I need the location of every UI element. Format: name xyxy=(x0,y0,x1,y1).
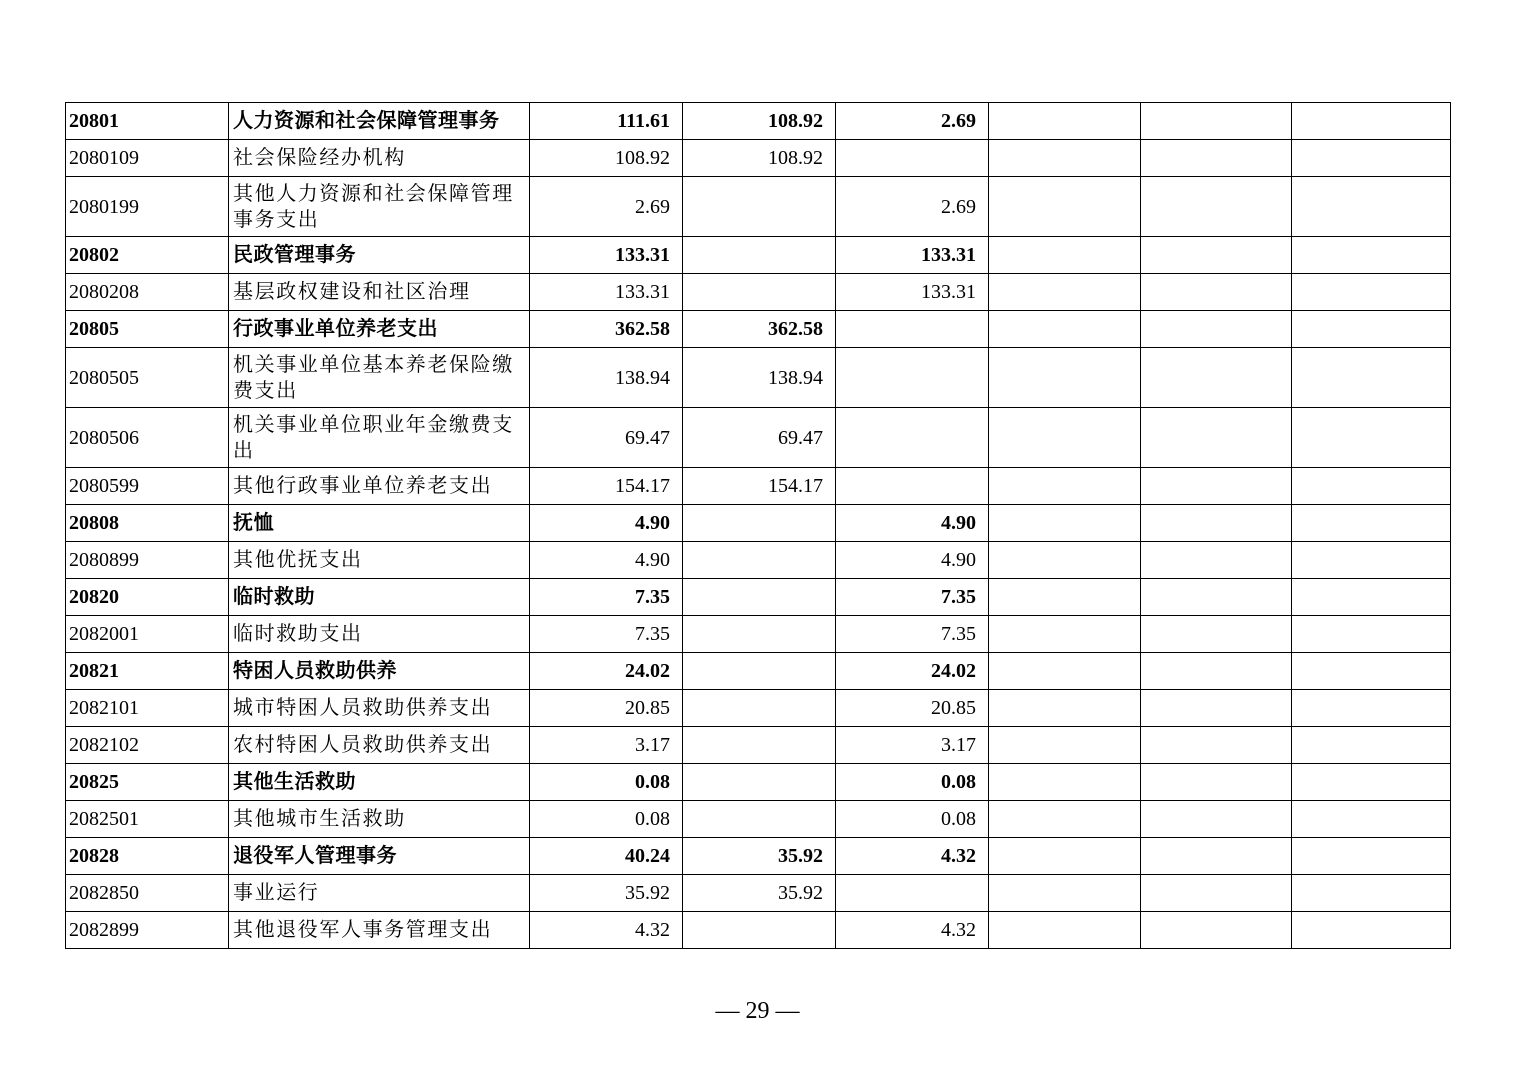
total-cell: 7.35 xyxy=(530,579,683,616)
item-name-cell: 其他退役军人事务管理支出 xyxy=(229,912,530,949)
item-name-cell: 其他优抚支出 xyxy=(229,542,530,579)
project-expenditure-cell xyxy=(836,311,989,348)
basic-expenditure-cell: 154.17 xyxy=(683,468,836,505)
basic-expenditure-cell xyxy=(683,505,836,542)
total-cell: 35.92 xyxy=(530,875,683,912)
column-6-cell xyxy=(989,838,1141,875)
column-6-cell xyxy=(989,764,1141,801)
column-8-cell xyxy=(1292,311,1451,348)
item-name-cell: 特困人员救助供养 xyxy=(229,653,530,690)
basic-expenditure-cell: 69.47 xyxy=(683,408,836,468)
column-6-cell xyxy=(989,311,1141,348)
column-8-cell xyxy=(1292,408,1451,468)
column-6-cell xyxy=(989,274,1141,311)
total-cell: 4.32 xyxy=(530,912,683,949)
column-8-cell xyxy=(1292,237,1451,274)
total-cell: 154.17 xyxy=(530,468,683,505)
item-name-cell: 退役军人管理事务 xyxy=(229,838,530,875)
column-7-cell xyxy=(1141,311,1292,348)
item-name-cell: 事业运行 xyxy=(229,875,530,912)
column-8-cell xyxy=(1292,727,1451,764)
category-row xyxy=(66,103,1451,140)
column-6-cell xyxy=(989,348,1141,408)
total-cell: 138.94 xyxy=(530,348,683,408)
project-expenditure-cell: 3.17 xyxy=(836,727,989,764)
column-7-cell xyxy=(1141,653,1292,690)
column-6-cell xyxy=(989,103,1141,140)
basic-expenditure-cell: 138.94 xyxy=(683,348,836,408)
column-7-cell xyxy=(1141,140,1292,177)
column-6-cell xyxy=(989,542,1141,579)
column-6-cell xyxy=(989,177,1141,237)
column-7-cell xyxy=(1141,579,1292,616)
basic-expenditure-cell xyxy=(683,653,836,690)
item-name-cell: 民政管理事务 xyxy=(229,237,530,274)
total-cell: 362.58 xyxy=(530,311,683,348)
column-7-cell xyxy=(1141,177,1292,237)
column-7-cell xyxy=(1141,616,1292,653)
project-expenditure-cell: 0.08 xyxy=(836,764,989,801)
total-cell: 4.90 xyxy=(530,542,683,579)
item-name-cell: 机关事业单位基本养老保险缴费支出 xyxy=(229,348,530,408)
item-code-cell: 20821 xyxy=(66,653,229,690)
item-name-cell: 其他人力资源和社会保障管理事务支出 xyxy=(229,177,530,237)
table-row xyxy=(66,542,1451,579)
column-6-cell xyxy=(989,579,1141,616)
total-cell: 20.85 xyxy=(530,690,683,727)
column-8-cell xyxy=(1292,838,1451,875)
item-name-cell: 临时救助支出 xyxy=(229,616,530,653)
column-8-cell xyxy=(1292,177,1451,237)
item-code-cell: 20828 xyxy=(66,838,229,875)
table-row xyxy=(66,140,1451,177)
column-6-cell xyxy=(989,727,1141,764)
item-name-cell: 抚恤 xyxy=(229,505,530,542)
column-8-cell xyxy=(1292,801,1451,838)
total-cell: 7.35 xyxy=(530,616,683,653)
total-cell: 133.31 xyxy=(530,237,683,274)
item-code-cell: 2080506 xyxy=(66,408,229,468)
column-8-cell xyxy=(1292,764,1451,801)
table-body xyxy=(66,103,1451,949)
table-row xyxy=(66,912,1451,949)
column-7-cell xyxy=(1141,348,1292,408)
item-code-cell: 20808 xyxy=(66,505,229,542)
basic-expenditure-cell xyxy=(683,690,836,727)
project-expenditure-cell xyxy=(836,468,989,505)
table-row xyxy=(66,616,1451,653)
column-7-cell xyxy=(1141,237,1292,274)
total-cell: 4.90 xyxy=(530,505,683,542)
table-row xyxy=(66,801,1451,838)
column-8-cell xyxy=(1292,690,1451,727)
category-row xyxy=(66,505,1451,542)
total-cell: 133.31 xyxy=(530,274,683,311)
column-8-cell xyxy=(1292,875,1451,912)
category-row xyxy=(66,653,1451,690)
column-8-cell xyxy=(1292,616,1451,653)
table-row xyxy=(66,177,1451,237)
item-code-cell: 2082501 xyxy=(66,801,229,838)
item-name-cell: 基层政权建设和社区治理 xyxy=(229,274,530,311)
column-8-cell xyxy=(1292,468,1451,505)
basic-expenditure-cell xyxy=(683,579,836,616)
item-code-cell: 20805 xyxy=(66,311,229,348)
column-8-cell xyxy=(1292,103,1451,140)
project-expenditure-cell: 133.31 xyxy=(836,237,989,274)
item-code-cell: 2080599 xyxy=(66,468,229,505)
total-cell: 40.24 xyxy=(530,838,683,875)
total-cell: 111.61 xyxy=(530,103,683,140)
item-name-cell: 其他生活救助 xyxy=(229,764,530,801)
column-7-cell xyxy=(1141,875,1292,912)
project-expenditure-cell: 7.35 xyxy=(836,579,989,616)
item-name-cell: 社会保险经办机构 xyxy=(229,140,530,177)
project-expenditure-cell: 2.69 xyxy=(836,103,989,140)
table-row xyxy=(66,468,1451,505)
column-7-cell xyxy=(1141,838,1292,875)
column-6-cell xyxy=(989,505,1141,542)
column-8-cell xyxy=(1292,140,1451,177)
column-8-cell xyxy=(1292,505,1451,542)
column-7-cell xyxy=(1141,690,1292,727)
column-6-cell xyxy=(989,140,1141,177)
basic-expenditure-cell: 362.58 xyxy=(683,311,836,348)
table-row xyxy=(66,348,1451,408)
project-expenditure-cell: 4.32 xyxy=(836,912,989,949)
item-name-cell: 农村特困人员救助供养支出 xyxy=(229,727,530,764)
column-8-cell xyxy=(1292,579,1451,616)
column-6-cell xyxy=(989,912,1141,949)
item-name-cell: 其他行政事业单位养老支出 xyxy=(229,468,530,505)
project-expenditure-cell: 4.90 xyxy=(836,542,989,579)
project-expenditure-cell xyxy=(836,875,989,912)
total-cell: 2.69 xyxy=(530,177,683,237)
table-row xyxy=(66,408,1451,468)
item-name-cell: 临时救助 xyxy=(229,579,530,616)
project-expenditure-cell: 7.35 xyxy=(836,616,989,653)
item-code-cell: 2080199 xyxy=(66,177,229,237)
column-6-cell xyxy=(989,653,1141,690)
column-8-cell xyxy=(1292,653,1451,690)
item-code-cell: 2082850 xyxy=(66,875,229,912)
column-7-cell xyxy=(1141,727,1292,764)
item-code-cell: 2080899 xyxy=(66,542,229,579)
item-code-cell: 2080505 xyxy=(66,348,229,408)
project-expenditure-cell xyxy=(836,348,989,408)
project-expenditure-cell: 133.31 xyxy=(836,274,989,311)
column-7-cell xyxy=(1141,764,1292,801)
item-code-cell: 20802 xyxy=(66,237,229,274)
column-7-cell xyxy=(1141,542,1292,579)
column-6-cell xyxy=(989,801,1141,838)
column-8-cell xyxy=(1292,542,1451,579)
item-code-cell: 2082899 xyxy=(66,912,229,949)
column-6-cell xyxy=(989,616,1141,653)
item-code-cell: 2080208 xyxy=(66,274,229,311)
column-8-cell xyxy=(1292,348,1451,408)
total-cell: 69.47 xyxy=(530,408,683,468)
project-expenditure-cell: 0.08 xyxy=(836,801,989,838)
project-expenditure-cell xyxy=(836,140,989,177)
total-cell: 0.08 xyxy=(530,801,683,838)
total-cell: 3.17 xyxy=(530,727,683,764)
column-7-cell xyxy=(1141,801,1292,838)
basic-expenditure-cell: 35.92 xyxy=(683,875,836,912)
project-expenditure-cell: 4.32 xyxy=(836,838,989,875)
column-6-cell xyxy=(989,690,1141,727)
basic-expenditure-cell: 35.92 xyxy=(683,838,836,875)
total-cell: 24.02 xyxy=(530,653,683,690)
basic-expenditure-cell xyxy=(683,274,836,311)
item-name-cell: 其他城市生活救助 xyxy=(229,801,530,838)
item-code-cell: 20825 xyxy=(66,764,229,801)
basic-expenditure-cell xyxy=(683,177,836,237)
table-row xyxy=(66,875,1451,912)
item-name-cell: 城市特困人员救助供养支出 xyxy=(229,690,530,727)
basic-expenditure-cell xyxy=(683,801,836,838)
table-row xyxy=(66,727,1451,764)
basic-expenditure-cell xyxy=(683,764,836,801)
total-cell: 0.08 xyxy=(530,764,683,801)
column-6-cell xyxy=(989,468,1141,505)
column-7-cell xyxy=(1141,274,1292,311)
total-cell: 108.92 xyxy=(530,140,683,177)
budget-table xyxy=(65,102,1451,949)
item-code-cell: 20801 xyxy=(66,103,229,140)
column-6-cell xyxy=(989,875,1141,912)
basic-expenditure-cell: 108.92 xyxy=(683,140,836,177)
column-7-cell xyxy=(1141,912,1292,949)
column-7-cell xyxy=(1141,408,1292,468)
category-row xyxy=(66,237,1451,274)
item-code-cell: 2080109 xyxy=(66,140,229,177)
basic-expenditure-cell: 108.92 xyxy=(683,103,836,140)
column-7-cell xyxy=(1141,505,1292,542)
column-6-cell xyxy=(989,237,1141,274)
basic-expenditure-cell xyxy=(683,727,836,764)
project-expenditure-cell xyxy=(836,408,989,468)
column-8-cell xyxy=(1292,912,1451,949)
item-name-cell: 行政事业单位养老支出 xyxy=(229,311,530,348)
column-6-cell xyxy=(989,408,1141,468)
category-row xyxy=(66,838,1451,875)
project-expenditure-cell: 2.69 xyxy=(836,177,989,237)
item-code-cell: 2082102 xyxy=(66,727,229,764)
item-name-cell: 人力资源和社会保障管理事务 xyxy=(229,103,530,140)
column-8-cell xyxy=(1292,274,1451,311)
basic-expenditure-cell xyxy=(683,237,836,274)
column-7-cell xyxy=(1141,468,1292,505)
item-code-cell: 2082101 xyxy=(66,690,229,727)
basic-expenditure-cell xyxy=(683,912,836,949)
category-row xyxy=(66,764,1451,801)
item-code-cell: 2082001 xyxy=(66,616,229,653)
category-row xyxy=(66,311,1451,348)
table-row xyxy=(66,274,1451,311)
project-expenditure-cell: 4.90 xyxy=(836,505,989,542)
project-expenditure-cell: 24.02 xyxy=(836,653,989,690)
column-7-cell xyxy=(1141,103,1292,140)
table-row xyxy=(66,690,1451,727)
item-name-cell: 机关事业单位职业年金缴费支出 xyxy=(229,408,530,468)
item-code-cell: 20820 xyxy=(66,579,229,616)
project-expenditure-cell: 20.85 xyxy=(836,690,989,727)
category-row xyxy=(66,579,1451,616)
basic-expenditure-cell xyxy=(683,542,836,579)
page-number: — 29 — xyxy=(715,998,800,1024)
basic-expenditure-cell xyxy=(683,616,836,653)
